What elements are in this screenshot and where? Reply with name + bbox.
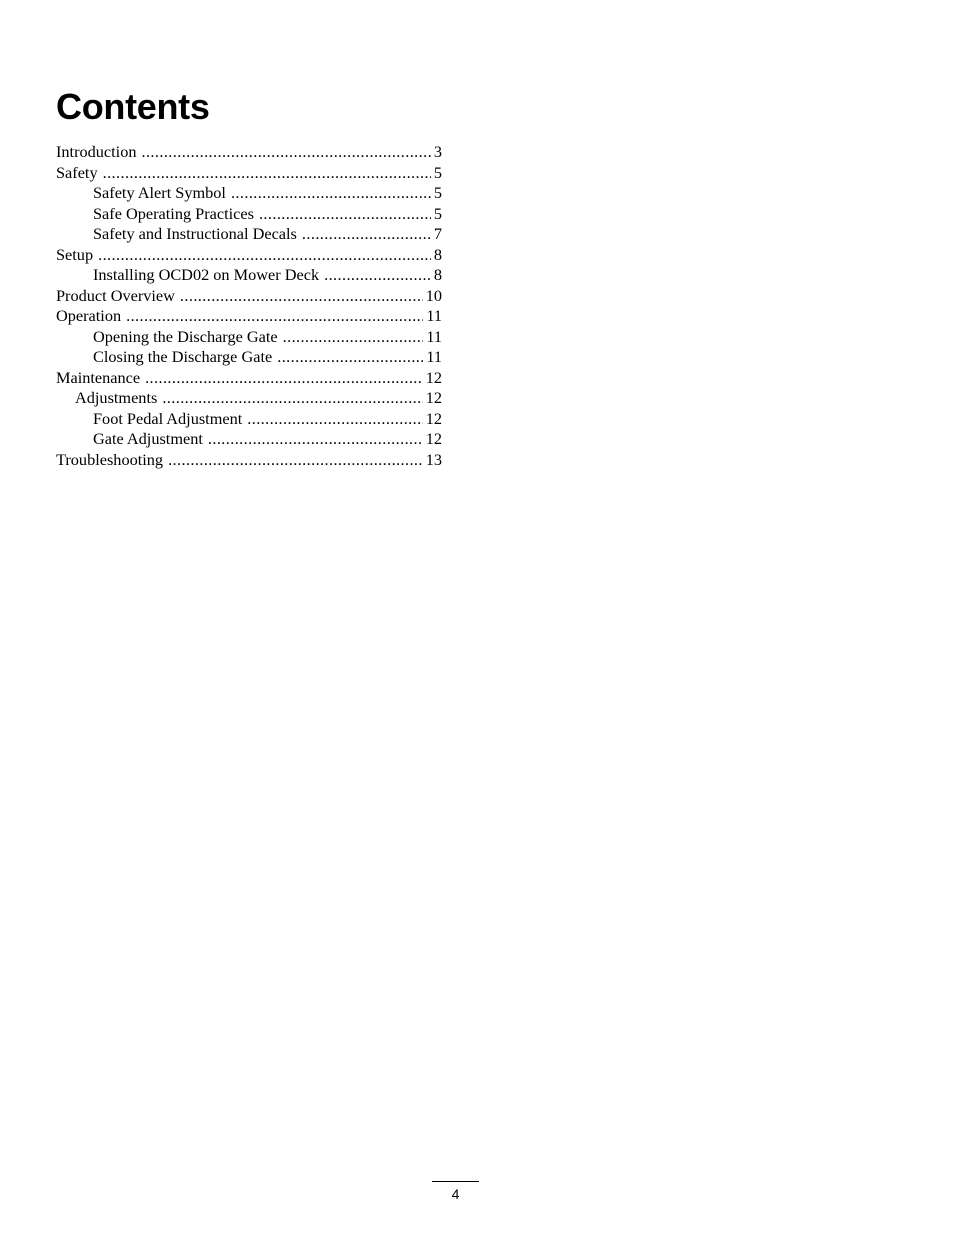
toc-dot-leader [283,327,424,348]
toc-dot-leader [231,183,431,204]
table-of-contents [56,142,442,470]
toc-entry-page-number: 5 [433,162,442,182]
toc-entry[interactable] [56,409,442,430]
toc-entry-page-number: 5 [433,183,442,202]
toc-entry-page-number: 11 [426,347,442,366]
toc-dot-leader [145,368,423,389]
toc-dot-leader [162,388,422,409]
toc-entry[interactable] [56,163,442,184]
toc-entry-title: Closing the Discharge Gate [93,347,273,366]
toc-entry-title: Safety Alert Symbol [93,183,226,202]
toc-entry-page-number: 12 [425,408,442,428]
toc-entry[interactable] [56,142,442,163]
toc-dot-leader [324,265,431,286]
toc-entry-page-number: 8 [433,265,442,284]
toc-entry-page-number: 8 [433,244,442,264]
toc-entry-title: Adjustments [75,388,158,407]
toc-entry-title: Troubleshooting [56,449,164,469]
toc-entry[interactable] [56,327,442,348]
toc-entry-page-number: 12 [425,367,442,387]
toc-entry-page-number: 13 [425,449,442,469]
toc-entry-title: Maintenance [56,367,141,387]
toc-entry-page-number: 11 [426,326,442,346]
toc-entry-title: Setup [56,244,94,264]
page-number: 4 [451,1186,460,1202]
toc-entry-title: Safety [56,162,98,182]
toc-dot-leader [180,286,423,307]
toc-dot-leader [277,347,423,368]
toc-dot-leader [126,306,423,327]
toc-entry[interactable] [56,388,442,409]
toc-dot-leader [208,429,423,450]
toc-entry[interactable] [56,429,442,450]
toc-entry-title: Foot Pedal Adjustment [93,408,243,428]
toc-dot-leader [168,450,423,471]
toc-entry[interactable] [56,286,442,307]
toc-entry[interactable] [56,183,442,204]
toc-dot-leader [247,409,422,430]
toc-entry[interactable] [56,347,442,368]
toc-entry-title: Installing OCD02 on Mower Deck [93,265,320,284]
toc-entry[interactable] [56,306,442,327]
toc-dot-leader [98,245,431,266]
toc-entry-page-number: 11 [426,306,442,325]
toc-entry[interactable] [56,265,442,286]
toc-entry-title: Introduction [56,142,137,161]
toc-entry-title: Opening the Discharge Gate [93,326,278,346]
toc-entry-page-number: 3 [433,142,442,161]
toc-entry[interactable] [56,204,442,225]
toc-dot-leader [302,224,431,245]
toc-dot-leader [103,163,431,184]
toc-entry-page-number: 10 [425,285,442,305]
toc-entry[interactable] [56,450,442,471]
toc-entry[interactable] [56,224,442,245]
toc-entry-page-number: 7 [433,224,442,243]
toc-entry-page-number: 5 [433,203,442,223]
toc-entry[interactable] [56,245,442,266]
toc-entry-title: Safety and Instructional Decals [93,224,297,243]
toc-entry-page-number: 12 [425,388,442,407]
toc-entry-page-number: 12 [425,429,442,448]
toc-entry-title: Gate Adjustment [93,429,203,448]
toc-entry-title: Product Overview [56,285,175,305]
toc-entry[interactable] [56,368,442,389]
page-title: Contents [56,86,210,127]
footer-rule [432,1181,479,1182]
toc-entry-title: Operation [56,306,122,325]
toc-dot-leader [141,142,430,163]
toc-dot-leader [259,204,431,225]
toc-entry-title: Safe Operating Practices [93,203,254,223]
